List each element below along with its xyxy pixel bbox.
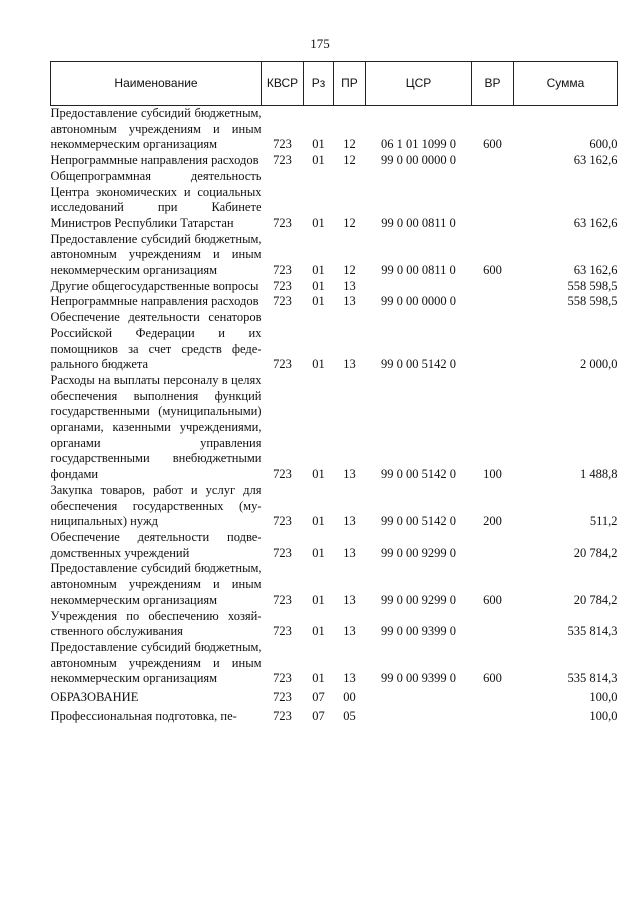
table-row [51,310,618,373]
row-sum: 1 488,8 [580,467,618,482]
table-row [51,232,618,279]
row-rz: 01 [312,592,325,607]
table-row [51,687,618,706]
row-rz: 07 [312,708,325,723]
row-rz: 01 [312,215,325,230]
row-pr: 12 [343,137,356,152]
table-row [51,153,618,169]
row-rz: 01 [312,545,325,560]
row-rz: 01 [312,624,325,639]
row-name: ОБРАЗОВАНИЕ [50,690,139,705]
row-kvsr: 723 [273,215,292,230]
row-vr [472,169,514,232]
table-row [51,279,618,295]
row-name: Другие общегосударственные вопросы [50,278,259,293]
row-sum: 63 162,6 [573,263,618,278]
row-csr: 99 0 00 9299 0 [381,592,456,607]
row-kvsr: 723 [273,708,292,723]
row-vr: 600 [483,671,502,686]
row-name: Предоставление субсидий бюджетным, автономным учреждениям и иным некоммерческим организациям [50,106,262,152]
row-kvsr: 723 [273,278,292,293]
row-sum: 20 784,2 [573,592,618,607]
row-name: Непрограммные направления расходов [50,294,259,309]
row-sum: 20 784,2 [573,545,618,560]
row-kvsr: 723 [273,545,292,560]
page-number: 175 [310,36,330,51]
row-sum: 63 162,6 [573,215,618,230]
row-rz: 01 [312,357,325,372]
row-pr: 13 [343,671,356,686]
row-kvsr: 723 [273,263,292,278]
row-pr: 13 [343,592,356,607]
row-kvsr: 723 [273,624,292,639]
row-rz: 01 [312,514,325,529]
row-name: Закупка товаров, работ и услуг для обеспечения государственных (муниципальных) нужд [50,482,262,529]
row-sum: 100,0 [589,690,618,705]
row-pr: 00 [343,690,356,705]
row-csr: 99 0 00 0811 0 [381,263,456,278]
row-csr: 06 1 01 1099 0 [381,137,456,152]
row-pr: 13 [343,467,356,482]
row-pr: 12 [343,215,356,230]
row-csr: 99 0 00 5142 0 [381,467,456,482]
row-csr: 99 0 00 5142 0 [381,357,456,372]
table-row [51,169,618,232]
row-rz: 01 [312,294,325,309]
table-row [51,106,618,154]
table-row [51,294,618,310]
row-vr: 600 [483,592,502,607]
header-csr: ЦСР [366,62,472,106]
row-kvsr: 723 [273,592,292,607]
row-name: Профессиональная подготовка, пе- [50,708,237,723]
row-pr: 13 [343,514,356,529]
table-row [51,530,618,561]
table-row [51,373,618,483]
row-kvsr: 723 [273,137,292,152]
row-sum: 535 814,3 [567,624,618,639]
row-pr: 13 [343,624,356,639]
row-csr: 99 0 00 9299 0 [381,545,456,560]
row-sum: 511,2 [589,514,618,529]
row-kvsr: 723 [273,690,292,705]
row-kvsr: 723 [273,514,292,529]
row-pr: 13 [343,278,356,293]
row-rz: 01 [312,263,325,278]
header-vr: ВР [472,62,514,106]
row-vr [472,294,514,310]
row-sum: 100,0 [589,708,618,723]
row-csr: 99 0 00 9399 0 [381,671,456,686]
row-name: Обеспечение деятельности сенаторов Российской Федерации и их помощников за счет средств федерального бюджета [50,310,262,372]
row-sum: 558 598,5 [567,294,618,309]
row-rz: 07 [312,690,325,705]
row-kvsr: 723 [273,671,292,686]
row-csr: 99 0 00 0000 0 [381,294,456,309]
row-vr [472,310,514,373]
row-pr: 13 [343,357,356,372]
header-rz: Рз [304,62,334,106]
header-kvsr: КВСР [262,62,304,106]
row-name: Предоставление субсидий бюджетным, автономным учреждениям и иным некоммерческим организациям [50,231,262,278]
row-csr [366,687,472,706]
row-name: Общепрограммная деятельность Центра экономических и социальных исследований при Кабинете Министров Республики Татарстан [50,168,262,230]
row-vr [472,609,514,640]
row-kvsr: 723 [273,294,292,309]
row-kvsr: 723 [273,153,292,168]
row-rz: 01 [312,137,325,152]
row-vr [472,706,514,725]
table-header-row [51,62,618,106]
row-name: Предоставление субсидий бюджетным, автономным учреждениям и иным некоммерческим организациям [50,561,262,607]
row-vr: 600 [483,137,502,152]
row-kvsr: 723 [273,467,292,482]
row-vr [472,530,514,561]
header-name: Наименование [51,62,262,106]
row-csr: 99 0 00 0000 0 [381,153,456,168]
header-sum: Сумма [514,62,618,106]
row-vr: 100 [483,467,502,482]
row-kvsr: 723 [273,357,292,372]
row-pr: 12 [343,153,356,168]
table-row [51,609,618,640]
row-csr [366,279,472,295]
row-name: Непрограммные направления расходов [50,153,259,168]
table-row [51,483,618,530]
row-sum: 535 814,3 [567,671,618,686]
row-pr: 13 [343,294,356,309]
row-sum: 63 162,6 [573,153,618,168]
header-pr: ПР [334,62,366,106]
row-csr [366,706,472,725]
row-sum: 600,0 [589,137,618,152]
row-vr: 600 [483,263,502,278]
row-csr: 99 0 00 9399 0 [381,624,456,639]
table-row [51,561,618,608]
row-vr [472,279,514,295]
row-vr [472,153,514,169]
row-vr: 200 [483,514,502,529]
row-pr: 12 [343,263,356,278]
row-pr: 13 [343,545,356,560]
row-name: Учреждения по обеспечению хозяйственного обслуживания [50,608,262,639]
row-rz: 01 [312,153,325,168]
table-row [51,640,618,687]
row-sum: 558 598,5 [567,278,618,293]
row-name: Предоставление субсидий бюджетным, автономным учреждениям и иным некоммерческим организациям [50,639,262,686]
budget-table [50,61,618,724]
row-pr: 05 [343,708,356,723]
row-rz: 01 [312,467,325,482]
row-name: Обеспечение деятельности подведомственных учреждений [50,529,262,560]
table-row [51,706,618,725]
row-name: Расходы на выплаты персоналу в целях обеспечения выполнения функций государственными (муниципальными) органами, казенными учреждениями, органами управления государственными внебюджетными фондами [50,372,262,482]
row-csr: 99 0 00 5142 0 [381,514,456,529]
row-sum: 2 000,0 [580,357,618,372]
row-rz: 01 [312,671,325,686]
row-rz: 01 [312,278,325,293]
row-csr: 99 0 00 0811 0 [381,215,456,230]
row-vr [472,687,514,706]
